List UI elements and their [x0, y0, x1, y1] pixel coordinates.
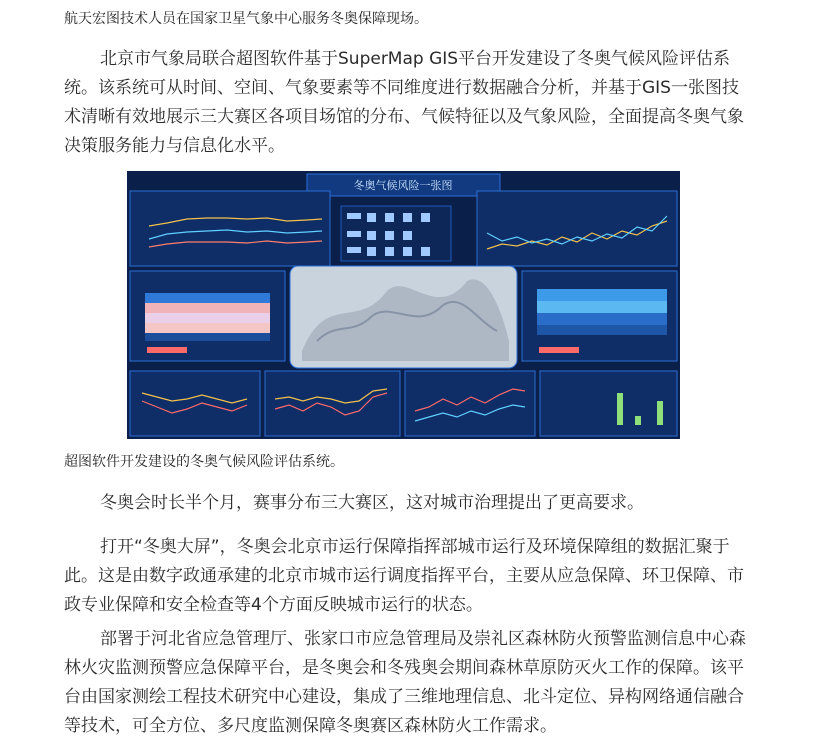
- dashboard-graphic: [127, 171, 680, 439]
- paragraph-3: 打开“冬奥大屏”，冬奥会北京市运行保障指挥部城市运行及环境保障组的数据汇聚于此。这是由数字政通承建的北京市城市运行调度指挥平台，主要从应急保障、环卫保障、市政专业保障和安全检查等4个方面反映城市运行的状态。: [64, 537, 744, 615]
- paragraph-4: 部署于河北省应急管理厅、张家口市应急管理局及崇礼区森林防火预警监测信息中心森林火灾监测预警应急保障平台，是冬奥会和冬残奥会期间森林草原防灭火工作的保障。该平台由国家测绘工程技术研究中心建设，集成了三维地理信息、北斗定位、异构网络通信融合等技术，可全方位、多尺度监测保障冬奥赛区森林防火工作需求。: [64, 629, 746, 736]
- top-caption: 航天宏图技术人员在国家卫星气象中心服务冬奥保障现场。: [64, 11, 428, 27]
- dashboard-title: 冬奥气候风险一张图: [353, 179, 453, 192]
- dashboard-image: [127, 171, 680, 439]
- paragraph-2: 冬奥会时长半个月，赛事分布三大赛区，这对城市治理提出了更高要求。: [100, 493, 644, 513]
- paragraph-1: 北京市气象局联合超图软件基于SuperMap GIS平台开发建设了冬奥气候风险评估系统。该系统可从时间、空间、气象要素等不同维度进行数据融合分析，并基于GIS一张图技术清晰有效地展示三大赛区各项目场馆的分布、气候特征以及气象风险，全面提高冬奥气象决策服务能力与信息化水平。: [64, 49, 744, 156]
- figure-caption: 超图软件开发建设的冬奥气候风险评估系统。: [64, 454, 344, 470]
